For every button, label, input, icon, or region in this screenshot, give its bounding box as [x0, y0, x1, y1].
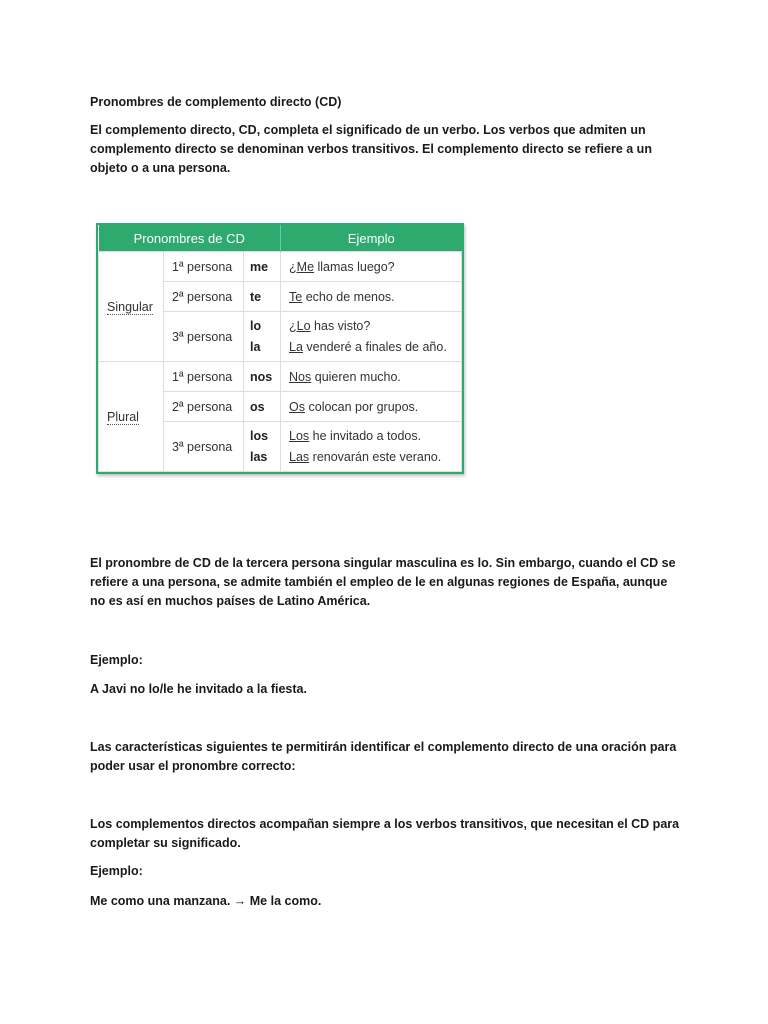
example-cell: Los he invitado a todos. Las renovarán este verano. [281, 422, 462, 472]
ejemplo-label: Ejemplo: [90, 653, 143, 667]
ejemplo-label: Ejemplo: [90, 864, 143, 878]
example-sentence: Me como una manzana. → Me la como. [90, 894, 322, 908]
persona-cell: 2ª persona [164, 392, 244, 422]
pronoun-cell: los las [244, 422, 281, 472]
example-cell: ¿Lo has visto? La venderé a finales de año. [281, 312, 462, 362]
table-row [99, 362, 462, 392]
header-pronombres: Pronombres de CD [99, 225, 281, 252]
example-cell: Nos quieren mucho. [281, 362, 462, 392]
header-ejemplo: Ejemplo [281, 225, 462, 252]
pronouns-table [96, 223, 464, 474]
persona-cell: 1ª persona [164, 252, 244, 282]
group-singular: Singular [99, 252, 164, 362]
persona-cell: 1ª persona [164, 362, 244, 392]
table-row [99, 252, 462, 282]
persona-cell: 2ª persona [164, 282, 244, 312]
pronoun-cell: nos [244, 362, 281, 392]
pronoun-cell: os [244, 392, 281, 422]
page-title: Pronombres de complemento directo (CD) [90, 95, 342, 109]
pronoun-cell: lo la [244, 312, 281, 362]
paragraph-transitivos: Los complementos directos acompañan siempre a los verbos transitivos, que necesitan el CD para completar su significado. [90, 817, 680, 850]
example-cell: ¿Me llamas luego? [281, 252, 462, 282]
pronoun-cell: me [244, 252, 281, 282]
example-sentence: A Javi no lo/le he invitado a la fiesta. [90, 682, 307, 696]
group-plural: Plural [99, 362, 164, 472]
example-cell: Os colocan por grupos. [281, 392, 462, 422]
persona-cell: 3ª persona [164, 422, 244, 472]
intro-paragraph: El complemento directo, CD, completa el significado de un verbo. Los verbos que admiten un complemento directo se denominan verbos transitivos. El complemento directo se refiere a un objeto o a una persona. [90, 123, 652, 175]
paragraph-tercera-persona: El pronombre de CD de la tercera persona singular masculina es lo. Sin embargo, cuando el CD se refiere a una persona, se admite también el empleo de le en algunas regiones de España, aunque no es así en muchos países de Latino América. [90, 556, 676, 608]
pronoun-cell: te [244, 282, 281, 312]
persona-cell: 3ª persona [164, 312, 244, 362]
example-cell: Te echo de menos. [281, 282, 462, 312]
paragraph-caracteristicas: Las características siguientes te permitirán identificar el complemento directo de una oración para poder usar el pronombre correcto: [90, 740, 677, 773]
